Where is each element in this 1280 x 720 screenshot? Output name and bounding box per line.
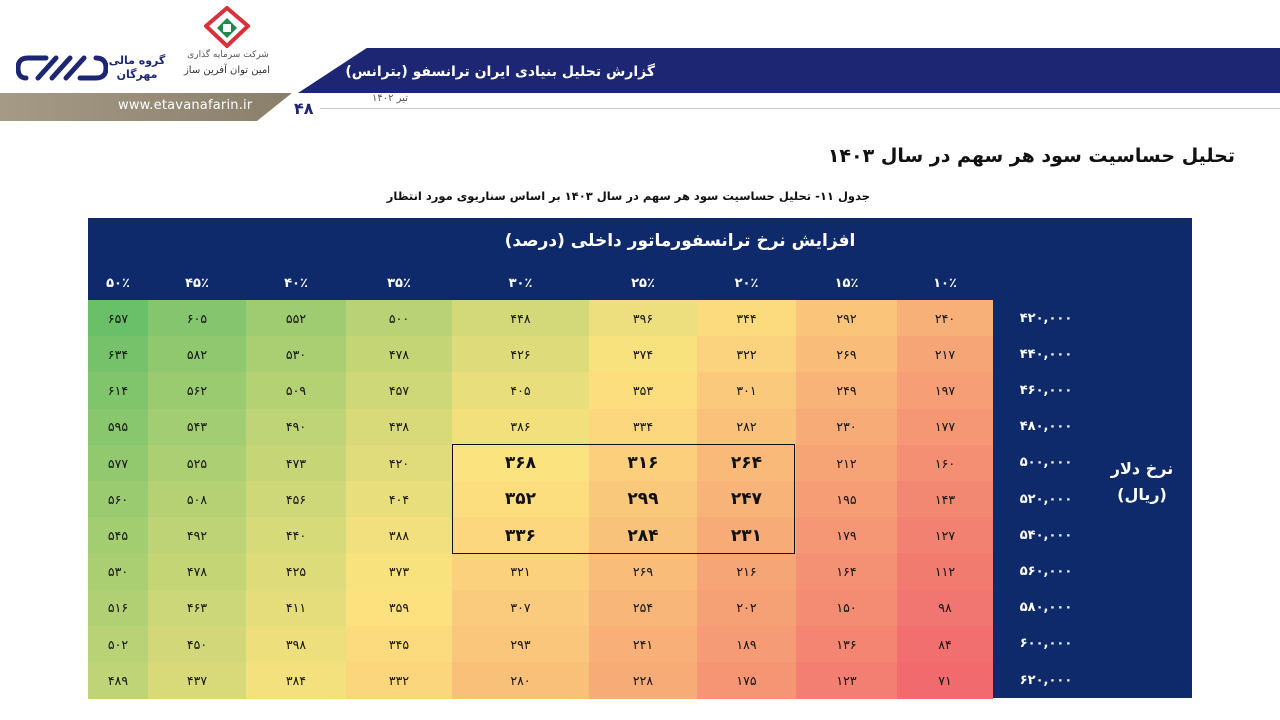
- table-cell: ۴۵۶: [246, 481, 346, 518]
- row-header: ۵۶۰,۰۰۰: [1019, 563, 1073, 579]
- row-header: ۵۲۰,۰۰۰: [1019, 491, 1073, 507]
- table-cell: ۳۰۷: [452, 590, 589, 627]
- table-cell: ۵۴۵: [88, 517, 148, 554]
- table-top-header: افزایش نرخ ترانسفورماتور داخلی (درصد): [504, 231, 856, 251]
- table-cell: ۲۲۸: [589, 662, 697, 699]
- table-cell: ۱۸۹: [697, 626, 796, 663]
- table-cell: ۴۲۰: [346, 445, 452, 482]
- table-cell: ۱۷۹: [796, 517, 897, 554]
- table-cell: ۴۶۳: [148, 590, 246, 627]
- table-cell: ۱۷۵: [697, 662, 796, 699]
- table-cell: ۳۲۲: [697, 336, 796, 373]
- table-cell: ۳۳۶: [452, 517, 589, 554]
- report-title: گزارش تحلیل بنیادی ایران ترانسفو (بترانس): [345, 64, 655, 80]
- table-cell: ۳۸۶: [452, 409, 589, 446]
- table-cell: ۴۳۷: [148, 662, 246, 699]
- table-cell: ۳۰۱: [697, 372, 796, 409]
- column-header: ۳۵٪: [387, 276, 411, 291]
- table-cell: ۶۰۵: [148, 300, 246, 337]
- table-cell: ۴۱۱: [246, 590, 346, 627]
- table-cell: ۴۹۲: [148, 517, 246, 554]
- column-header: ۲۰٪: [734, 276, 759, 291]
- table-cell: ۲۴۰: [897, 300, 993, 337]
- table-cell: ۴۸۹: [88, 662, 148, 699]
- table-cell: ۲۸۲: [697, 409, 796, 446]
- row-axis-label: [1100, 456, 1184, 508]
- table-cell: ۳۷۴: [589, 336, 697, 373]
- table-cell: ۵۶۰: [88, 481, 148, 518]
- table-cell: ۵۱۶: [88, 590, 148, 627]
- report-date: تیر ۱۴۰۲: [372, 93, 408, 104]
- table-cell: ۳۴۵: [346, 626, 452, 663]
- table-cell: ۴۵۷: [346, 372, 452, 409]
- table-cell: ۳۹۸: [246, 626, 346, 663]
- table-cell: ۴۲۵: [246, 553, 346, 590]
- table-cell: ۵۳۰: [246, 336, 346, 373]
- row-header: ۶۲۰,۰۰۰: [1019, 672, 1073, 688]
- table-cell: ۲۹۳: [452, 626, 589, 663]
- table-cell: ۵۰۸: [148, 481, 246, 518]
- table-cell: ۲۴۷: [697, 481, 796, 518]
- table-cell: ۵۶۲: [148, 372, 246, 409]
- table-cell: ۳۳۴: [589, 409, 697, 446]
- table-cell: ۳۵۲: [452, 481, 589, 518]
- table-cell: ۲۴۹: [796, 372, 897, 409]
- table-cell: ۲۴۱: [589, 626, 697, 663]
- table-cell: ۴۴۸: [452, 300, 589, 337]
- table-cell: ۵۹۵: [88, 409, 148, 446]
- row-header: ۶۰۰,۰۰۰: [1019, 636, 1073, 652]
- table-cell: ۶۵۷: [88, 300, 148, 337]
- table-cell: ۴۳۸: [346, 409, 452, 446]
- column-header: ۴۰٪: [284, 276, 308, 291]
- expected-scenario-highlight: [452, 444, 795, 554]
- company-name-line1: شرکت سرمایه گذاری: [187, 50, 269, 60]
- table-cell: ۵۴۳: [148, 409, 246, 446]
- table-cell: ۲۵۴: [589, 590, 697, 627]
- table-cell: ۱۹۷: [897, 372, 993, 409]
- table-cell: ۱۳۶: [796, 626, 897, 663]
- table-cell: ۲۳۰: [796, 409, 897, 446]
- column-header: ۱۰٪: [933, 276, 957, 291]
- row-header: ۴۶۰,۰۰۰: [1019, 382, 1073, 398]
- table-cell: ۵۰۹: [246, 372, 346, 409]
- table-cell: ۳۸۸: [346, 517, 452, 554]
- table-cell: ۵۵۲: [246, 300, 346, 337]
- table-cell: ۸۴: [897, 626, 993, 663]
- row-axis-line1: نرخ دلار: [1110, 459, 1174, 478]
- table-cell: ۳۹۶: [589, 300, 697, 337]
- table-cell: ۵۰۰: [346, 300, 452, 337]
- table-cell: ۳۲۱: [452, 553, 589, 590]
- mehrgan-group-logo: [16, 52, 108, 84]
- row-header: ۵۴۰,۰۰۰: [1019, 527, 1073, 543]
- table-cell: ۱۴۳: [897, 481, 993, 518]
- table-cell: ۵۸۲: [148, 336, 246, 373]
- column-header: ۱۵٪: [834, 276, 859, 291]
- table-cell: ۲۶۹: [796, 336, 897, 373]
- table-cell: ۳۴۴: [697, 300, 796, 337]
- table-cell: ۳۶۸: [452, 445, 589, 482]
- table-cell: ۱۹۵: [796, 481, 897, 518]
- table-cell: ۴۴۰: [246, 517, 346, 554]
- table-cell: ۴۹۰: [246, 409, 346, 446]
- table-cell: ۱۷۷: [897, 409, 993, 446]
- row-header: ۴۴۰,۰۰۰: [1019, 346, 1073, 362]
- table-cell: ۵۷۷: [88, 445, 148, 482]
- table-cell: ۳۸۴: [246, 662, 346, 699]
- table-cell: ۲۹۹: [589, 481, 697, 518]
- row-axis-line2: (ریال): [1117, 485, 1167, 504]
- table-cell: ۲۱۶: [697, 553, 796, 590]
- table-cell: ۲۸۴: [589, 517, 697, 554]
- header-divider: [320, 108, 1280, 109]
- table-cell: ۱۶۴: [796, 553, 897, 590]
- table-cell: ۳۵۹: [346, 590, 452, 627]
- row-header: ۴۲۰,۰۰۰: [1019, 310, 1073, 326]
- section-title: تحلیل حساسیت سود هر سهم در سال ۱۴۰۳: [827, 145, 1235, 167]
- table-cell: ۲۰۲: [697, 590, 796, 627]
- table-cell: ۲۶۹: [589, 553, 697, 590]
- table-cell: ۱۲۳: [796, 662, 897, 699]
- table-cell: ۱۵۰: [796, 590, 897, 627]
- table-cell: ۶۱۴: [88, 372, 148, 409]
- table-cell: ۲۸۰: [452, 662, 589, 699]
- table-cell: ۷۱: [897, 662, 993, 699]
- website-link[interactable]: www.etavanafarin.ir: [118, 98, 253, 113]
- table-cell: ۵۰۲: [88, 626, 148, 663]
- amin-tavan-logo: [204, 6, 250, 48]
- table-caption: جدول ۱۱- تحلیل حساسیت سود هر سهم در سال ۱۴۰۳ بر اساس سناریوی مورد انتظار: [386, 189, 870, 203]
- company-name-line2: امین توان آفرین ساز: [183, 65, 271, 76]
- row-header: ۵۸۰,۰۰۰: [1019, 600, 1073, 616]
- table-cell: ۱۶۰: [897, 445, 993, 482]
- table-cell: ۴۲۶: [452, 336, 589, 373]
- column-header: ۳۰٪: [508, 276, 533, 291]
- table-cell: ۵۲۵: [148, 445, 246, 482]
- table-cell: ۴۷۸: [346, 336, 452, 373]
- table-cell: ۱۲۷: [897, 517, 993, 554]
- table-cell: ۳۳۲: [346, 662, 452, 699]
- table-cell: ۲۱۷: [897, 336, 993, 373]
- table-cell: ۲۶۴: [697, 445, 796, 482]
- table-cell: ۴۷۸: [148, 553, 246, 590]
- table-cell: ۴۰۴: [346, 481, 452, 518]
- table-cell: ۴۷۳: [246, 445, 346, 482]
- row-header: ۵۰۰,۰۰۰: [1019, 455, 1073, 471]
- table-cell: ۳۷۳: [346, 553, 452, 590]
- table-cell: ۹۸: [897, 590, 993, 627]
- column-header: ۴۵٪: [185, 276, 209, 291]
- page-number: ۴۸: [294, 99, 314, 118]
- table-cell: ۲۱۲: [796, 445, 897, 482]
- table-cell: ۳۵۳: [589, 372, 697, 409]
- table-cell: ۴۰۵: [452, 372, 589, 409]
- column-header: ۵۰٪: [106, 276, 130, 291]
- table-cell: ۲۳۱: [697, 517, 796, 554]
- table-cell: ۳۱۶: [589, 445, 697, 482]
- table-cell: ۵۳۰: [88, 553, 148, 590]
- table-cell: ۲۹۲: [796, 300, 897, 337]
- column-header: ۲۵٪: [631, 276, 655, 291]
- row-header: ۴۸۰,۰۰۰: [1019, 419, 1073, 435]
- mehrgan-group-name: گروه مالی مهرگان: [108, 54, 166, 81]
- table-cell: ۱۱۲: [897, 553, 993, 590]
- table-cell: ۶۳۴: [88, 336, 148, 373]
- table-cell: ۴۵۰: [148, 626, 246, 663]
